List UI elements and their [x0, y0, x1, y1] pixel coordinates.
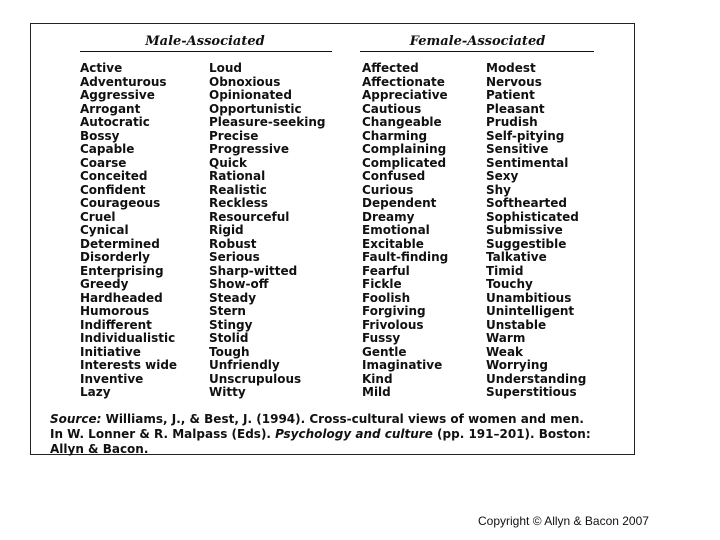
trait-item: Obnoxious	[209, 74, 281, 89]
trait-item: Courageous	[80, 196, 161, 210]
trait-item: Unscrupulous	[209, 371, 302, 386]
trait-item: Robust	[209, 236, 257, 251]
trait-item: Emotional	[362, 223, 430, 237]
trait-item: Loud	[209, 61, 243, 75]
male-associated-heading: Male-Associated	[145, 34, 265, 49]
male-traits-column-2	[209, 62, 326, 400]
trait-item: Cautious	[362, 101, 422, 116]
trait-item: Charming	[362, 128, 428, 143]
source-text-part1: Williams, J., & Best, J. (1994). Cross-cultural views of women and men. In W. Lonner & R. Malpass (Eds).	[50, 412, 584, 441]
trait-item: Disorderly	[80, 250, 150, 264]
trait-item: Precise	[209, 128, 259, 143]
trait-item: Tough	[209, 344, 250, 359]
source-book-title: Psychology and culture	[275, 427, 433, 441]
trait-item: Inventive	[80, 371, 144, 386]
trait-item: Enterprising	[80, 263, 164, 278]
trait-item: Capable	[80, 142, 135, 156]
trait-item: Coarse	[80, 155, 127, 170]
trait-item: Conceited	[80, 169, 148, 183]
trait-item: Sharp-witted	[209, 263, 298, 278]
trait-item: Modest	[486, 61, 536, 75]
trait-item: Opportunistic	[209, 101, 302, 116]
trait-item: Initiative	[80, 344, 141, 359]
trait-item: Touchy	[486, 277, 533, 291]
trait-item: Witty	[209, 385, 246, 399]
trait-item: Indifferent	[80, 317, 152, 332]
trait-item: Complaining	[362, 142, 447, 156]
trait-item: Curious	[362, 182, 414, 197]
trait-item: Warm	[486, 331, 526, 345]
trait-item: Fault-finding	[362, 250, 449, 264]
trait-item: Fussy	[362, 331, 401, 345]
trait-item: Sophisticated	[486, 209, 579, 224]
trait-item: Cruel	[80, 209, 116, 224]
copyright-notice: Copyright © Allyn & Bacon 2007	[478, 514, 649, 528]
trait-item: Mild	[362, 385, 391, 399]
trait-item: Superstitious	[486, 385, 577, 399]
trait-item: Autocratic	[80, 115, 150, 129]
trait-item: Frivolous	[362, 317, 424, 332]
trait-item: Forgiving	[362, 304, 426, 318]
trait-item: Opinionated	[209, 88, 292, 102]
trait-item: Stern	[209, 304, 246, 318]
trait-item: Bossy	[80, 128, 120, 143]
male-traits-column-1	[80, 62, 177, 400]
trait-item: Stingy	[209, 317, 253, 332]
trait-item: Unfriendly	[209, 358, 280, 372]
female-traits-column-1	[362, 62, 448, 400]
trait-item: Weak	[486, 344, 524, 359]
trait-item: Interests wide	[80, 358, 178, 372]
male-heading-rule	[80, 51, 332, 52]
trait-item: Foolish	[362, 290, 411, 305]
trait-item: Changeable	[362, 115, 442, 129]
trait-item: Complicated	[362, 155, 447, 170]
trait-item: Patient	[486, 88, 535, 102]
trait-item: Sexy	[486, 169, 519, 183]
trait-item: Lazy	[80, 385, 111, 399]
trait-item: Suggestible	[486, 236, 567, 251]
trait-item: Adventurous	[80, 74, 167, 89]
trait-item: Cynical	[80, 223, 129, 237]
trait-item: Resourceful	[209, 209, 290, 224]
trait-item: Timid	[486, 263, 524, 278]
trait-item: Active	[80, 61, 123, 75]
trait-item: Pleasure-seeking	[209, 115, 326, 129]
trait-item: Realistic	[209, 182, 267, 197]
trait-item: Serious	[209, 250, 260, 264]
trait-item: Nervous	[486, 74, 542, 89]
trait-item: Show-off	[209, 277, 269, 291]
trait-item: Unambitious	[486, 290, 572, 305]
trait-item: Steady	[209, 290, 257, 305]
trait-item: Individualistic	[80, 331, 176, 345]
trait-item: Hardheaded	[80, 290, 163, 305]
trait-item: Unstable	[486, 317, 547, 332]
trait-item: Submissive	[486, 223, 563, 237]
trait-item: Affectionate	[362, 74, 445, 89]
trait-item: Worrying	[486, 358, 548, 372]
trait-item: Gentle	[362, 344, 407, 359]
trait-item: Greedy	[80, 277, 129, 291]
trait-item: Determined	[80, 236, 160, 251]
trait-item: Rigid	[209, 223, 244, 237]
trait-item: Affected	[362, 61, 419, 75]
trait-item: Shy	[486, 182, 512, 197]
trait-item: Dependent	[362, 196, 437, 210]
trait-item: Kind	[362, 371, 393, 386]
trait-item: Talkative	[486, 250, 547, 264]
trait-item: Quick	[209, 155, 247, 170]
female-traits-column-2	[486, 62, 586, 400]
trait-item: Confused	[362, 169, 426, 183]
trait-item: Sentimental	[486, 155, 569, 170]
trait-item: Imaginative	[362, 358, 443, 372]
trait-item: Understanding	[486, 371, 587, 386]
trait-item: Stolid	[209, 331, 249, 345]
trait-item: Fearful	[362, 263, 410, 278]
trait-item: Humorous	[80, 304, 150, 318]
trait-item: Aggressive	[80, 88, 155, 102]
source-citation	[50, 412, 600, 457]
trait-item: Sensitive	[486, 142, 549, 156]
female-associated-heading: Female-Associated	[409, 34, 546, 49]
trait-item: Pleasant	[486, 101, 545, 116]
trait-item: Arrogant	[80, 101, 141, 116]
trait-item: Prudish	[486, 115, 538, 129]
source-label: Source:	[50, 412, 102, 426]
trait-item: Appreciative	[362, 88, 448, 102]
trait-item: Confident	[80, 182, 146, 197]
trait-item: Rational	[209, 169, 266, 183]
trait-item: Dreamy	[362, 209, 415, 224]
trait-item: Reckless	[209, 196, 269, 210]
female-heading-rule	[360, 51, 594, 52]
trait-item: Softhearted	[486, 196, 568, 210]
trait-item: Self-pitying	[486, 128, 565, 143]
trait-item: Excitable	[362, 236, 424, 251]
source-text-part2: (pp. 191–201). Boston: Allyn & Bacon.	[50, 427, 591, 456]
trait-item: Fickle	[362, 277, 402, 291]
trait-item: Progressive	[209, 142, 289, 156]
trait-item: Unintelligent	[486, 304, 575, 318]
